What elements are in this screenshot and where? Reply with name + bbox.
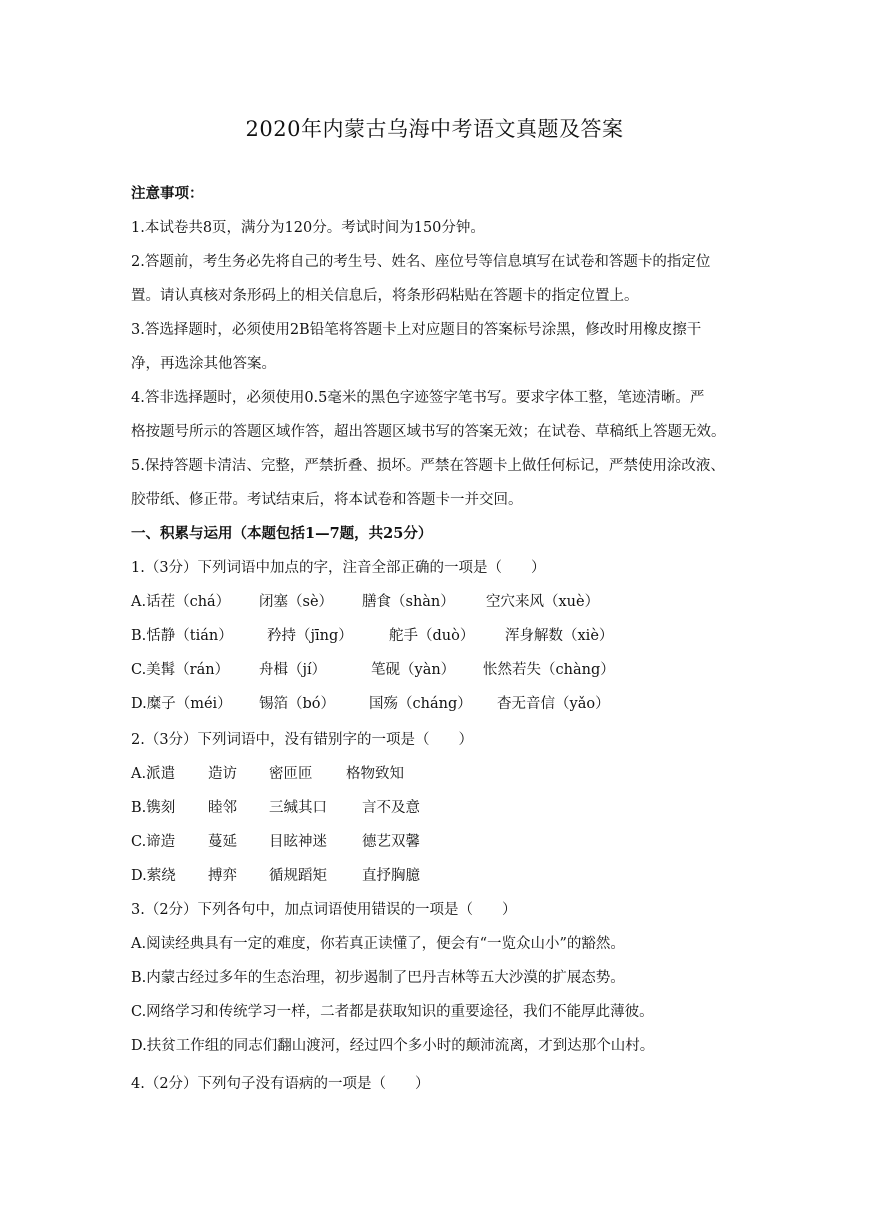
question-2-option-a: A.派遣 造访 密匝匝 格物致知 <box>131 766 404 782</box>
question-3-option-b: B.内蒙古经过多年的生态治理，初步遏制了巴丹吉林等五大沙漠的扩展态势。 <box>131 970 625 986</box>
page-title: 2020年内蒙古乌海中考语文真题及答案 <box>245 117 624 141</box>
question-3-option-a: A.阅读经典具有一定的难度，你若真正读懂了，便会有“一览众山小”的豁然。 <box>131 936 625 952</box>
question-1-stem: 1.（3分）下列词语中加点的字，注音全部正确的一项是（ ） <box>131 560 546 576</box>
notice-line: 5.保持答题卡清洁、完整，严禁折叠、损坏。严禁在答题卡上做任何标记，严禁使用涂改液、 <box>131 458 725 474</box>
notice-line: 2.答题前，考生务必先将自己的考生号、姓名、座位号等信息填写在试卷和答题卡的指定位 <box>131 254 711 270</box>
question-1-option-c: C.美髯（rán） 舟楫（jí） 笔砚（yàn） 怅然若失（chàng） <box>131 662 615 678</box>
question-3-stem: 3.（2分）下列各句中，加点词语使用错误的一项是（ ） <box>131 902 517 918</box>
notice-line: 4.答非选择题时，必须使用0.5毫米的黑色字迹签字笔书写。要求字体工整，笔迹清晰。严 <box>131 390 705 406</box>
question-3-option-d: D.扶贫工作组的同志们翻山渡河，经过四个多小时的颠沛流离，才到达那个山村。 <box>131 1038 655 1054</box>
question-1-option-a: A.话茬（chá） 闭塞（sè） 膳食（shàn） 空穴来风（xuè） <box>131 594 600 610</box>
notice-line: 净，再选涂其他答案。 <box>131 356 276 372</box>
question-1-option-d: D.糜子（méi） 锡箔（bó） 国殇（cháng） 杳无音信（yǎo） <box>131 696 610 712</box>
question-2-option-b: B.镌刻 睦邻 三缄其口 言不及意 <box>131 800 420 816</box>
question-2-option-d: D.萦绕 搏弈 循规蹈矩 直抒胸臆 <box>131 868 420 884</box>
question-3-option-c: C.网络学习和传统学习一样，二者都是获取知识的重要途径，我们不能厚此薄彼。 <box>131 1004 654 1020</box>
notice-line: 3.答选择题时，必须使用2B铅笔将答题卡上对应题目的答案标号涂黑，修改时用橡皮擦干 <box>131 322 702 338</box>
question-2-stem: 2.（3分）下列词语中，没有错别字的一项是（ ） <box>131 732 474 748</box>
notice-heading: 注意事项： <box>131 185 204 202</box>
notice-line: 胶带纸、修正带。考试结束后，将本试卷和答题卡一并交回。 <box>131 492 523 508</box>
notice-line: 1.本试卷共8页，满分为120分。考试时间为150分钟。 <box>131 220 485 236</box>
section-heading: 一、积累与运用（本题包括1—7题，共25分） <box>131 525 433 542</box>
notice-line: 格按题号所示的答题区域作答，超出答题区域书写的答案无效；在试卷、草稿纸上答题无效。 <box>131 424 726 440</box>
question-4-stem: 4.（2分）下列句子没有语病的一项是（ ） <box>131 1076 430 1092</box>
notice-line: 置。请认真核对条形码上的相关信息后，将条形码粘贴在答题卡的指定位置上。 <box>131 288 639 304</box>
question-1-option-b: B.恬静（tián） 矜持（jīng） 舵手（duò） 浑身解数（xiè） <box>131 628 614 644</box>
question-2-option-c: C.谛造 蔓延 目眩神迷 德艺双馨 <box>131 834 420 850</box>
